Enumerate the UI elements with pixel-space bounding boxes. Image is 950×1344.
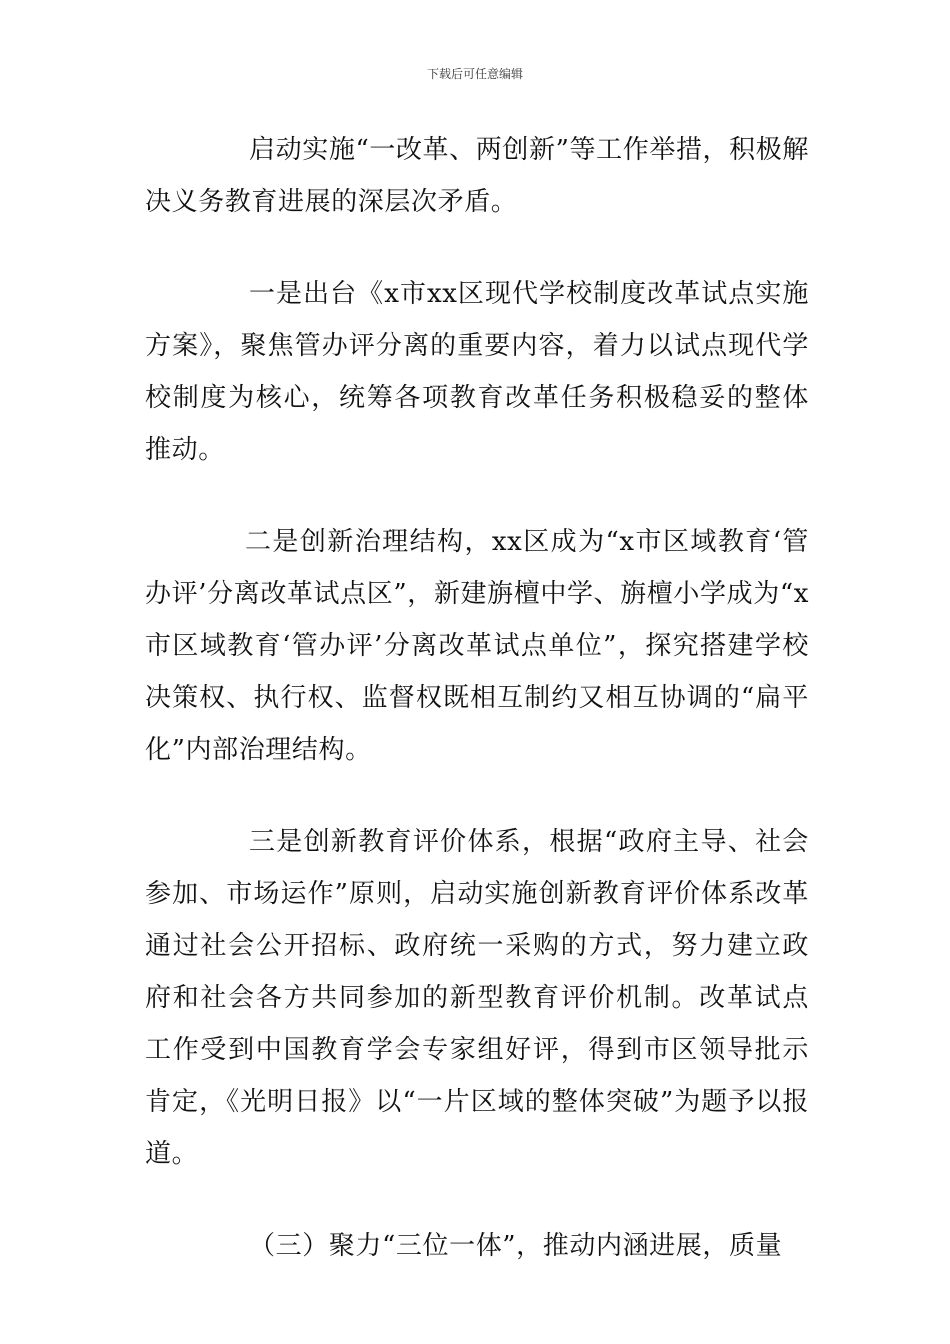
page-header-note: 下载后可任意编辑 <box>426 67 523 81</box>
paragraph-point-three: 三是创新教育评价体系，根据“政府主导、社会参加、市场运作”原则，启动实施创新教育评价体系改革通过社会公开招标、政府统一采购的方式，努力建立政府和社会各方共同参加的新型教育评价机制。改革试点工作受到中国教育学会专家组好评，得到市区领导批示肯定，《光明日报》以“一片区域的整体突破”为题予以报道。 <box>145 827 809 1169</box>
paragraph-intro: 启动实施“一改革、两创新”等工作举措，积极解决义务教育进展的深层次矛盾。 <box>145 135 809 217</box>
paragraph-gap <box>145 228 809 268</box>
paragraph-gap <box>145 1180 809 1220</box>
paragraph-point-two: 二是创新治理结构，xx区成为“x市区域教育‘管办评’分离改革试点区”，新建旃檀中学、旃檀小学成为“x市区域教育‘管办评’分离改革试点单位”，探究搭建学校决策权、执行权、监督权既相互制约又相互协调的“扁平化”内部治理结构。 <box>145 527 809 765</box>
paragraph-point-one: 一是出台《x市xx区现代学校制度改革试点实施方案》，聚焦管办评分离的重要内容，着力以试点现代学校制度为核心，统筹各项教育改革任务积极稳妥的整体推动。 <box>145 279 809 465</box>
paragraph-gap <box>145 476 809 516</box>
document-body <box>145 124 809 1272</box>
section-heading-three: （三）聚力“三位一体”，推动内涵进展，质量 <box>249 1231 783 1261</box>
paragraph-gap <box>145 776 809 816</box>
